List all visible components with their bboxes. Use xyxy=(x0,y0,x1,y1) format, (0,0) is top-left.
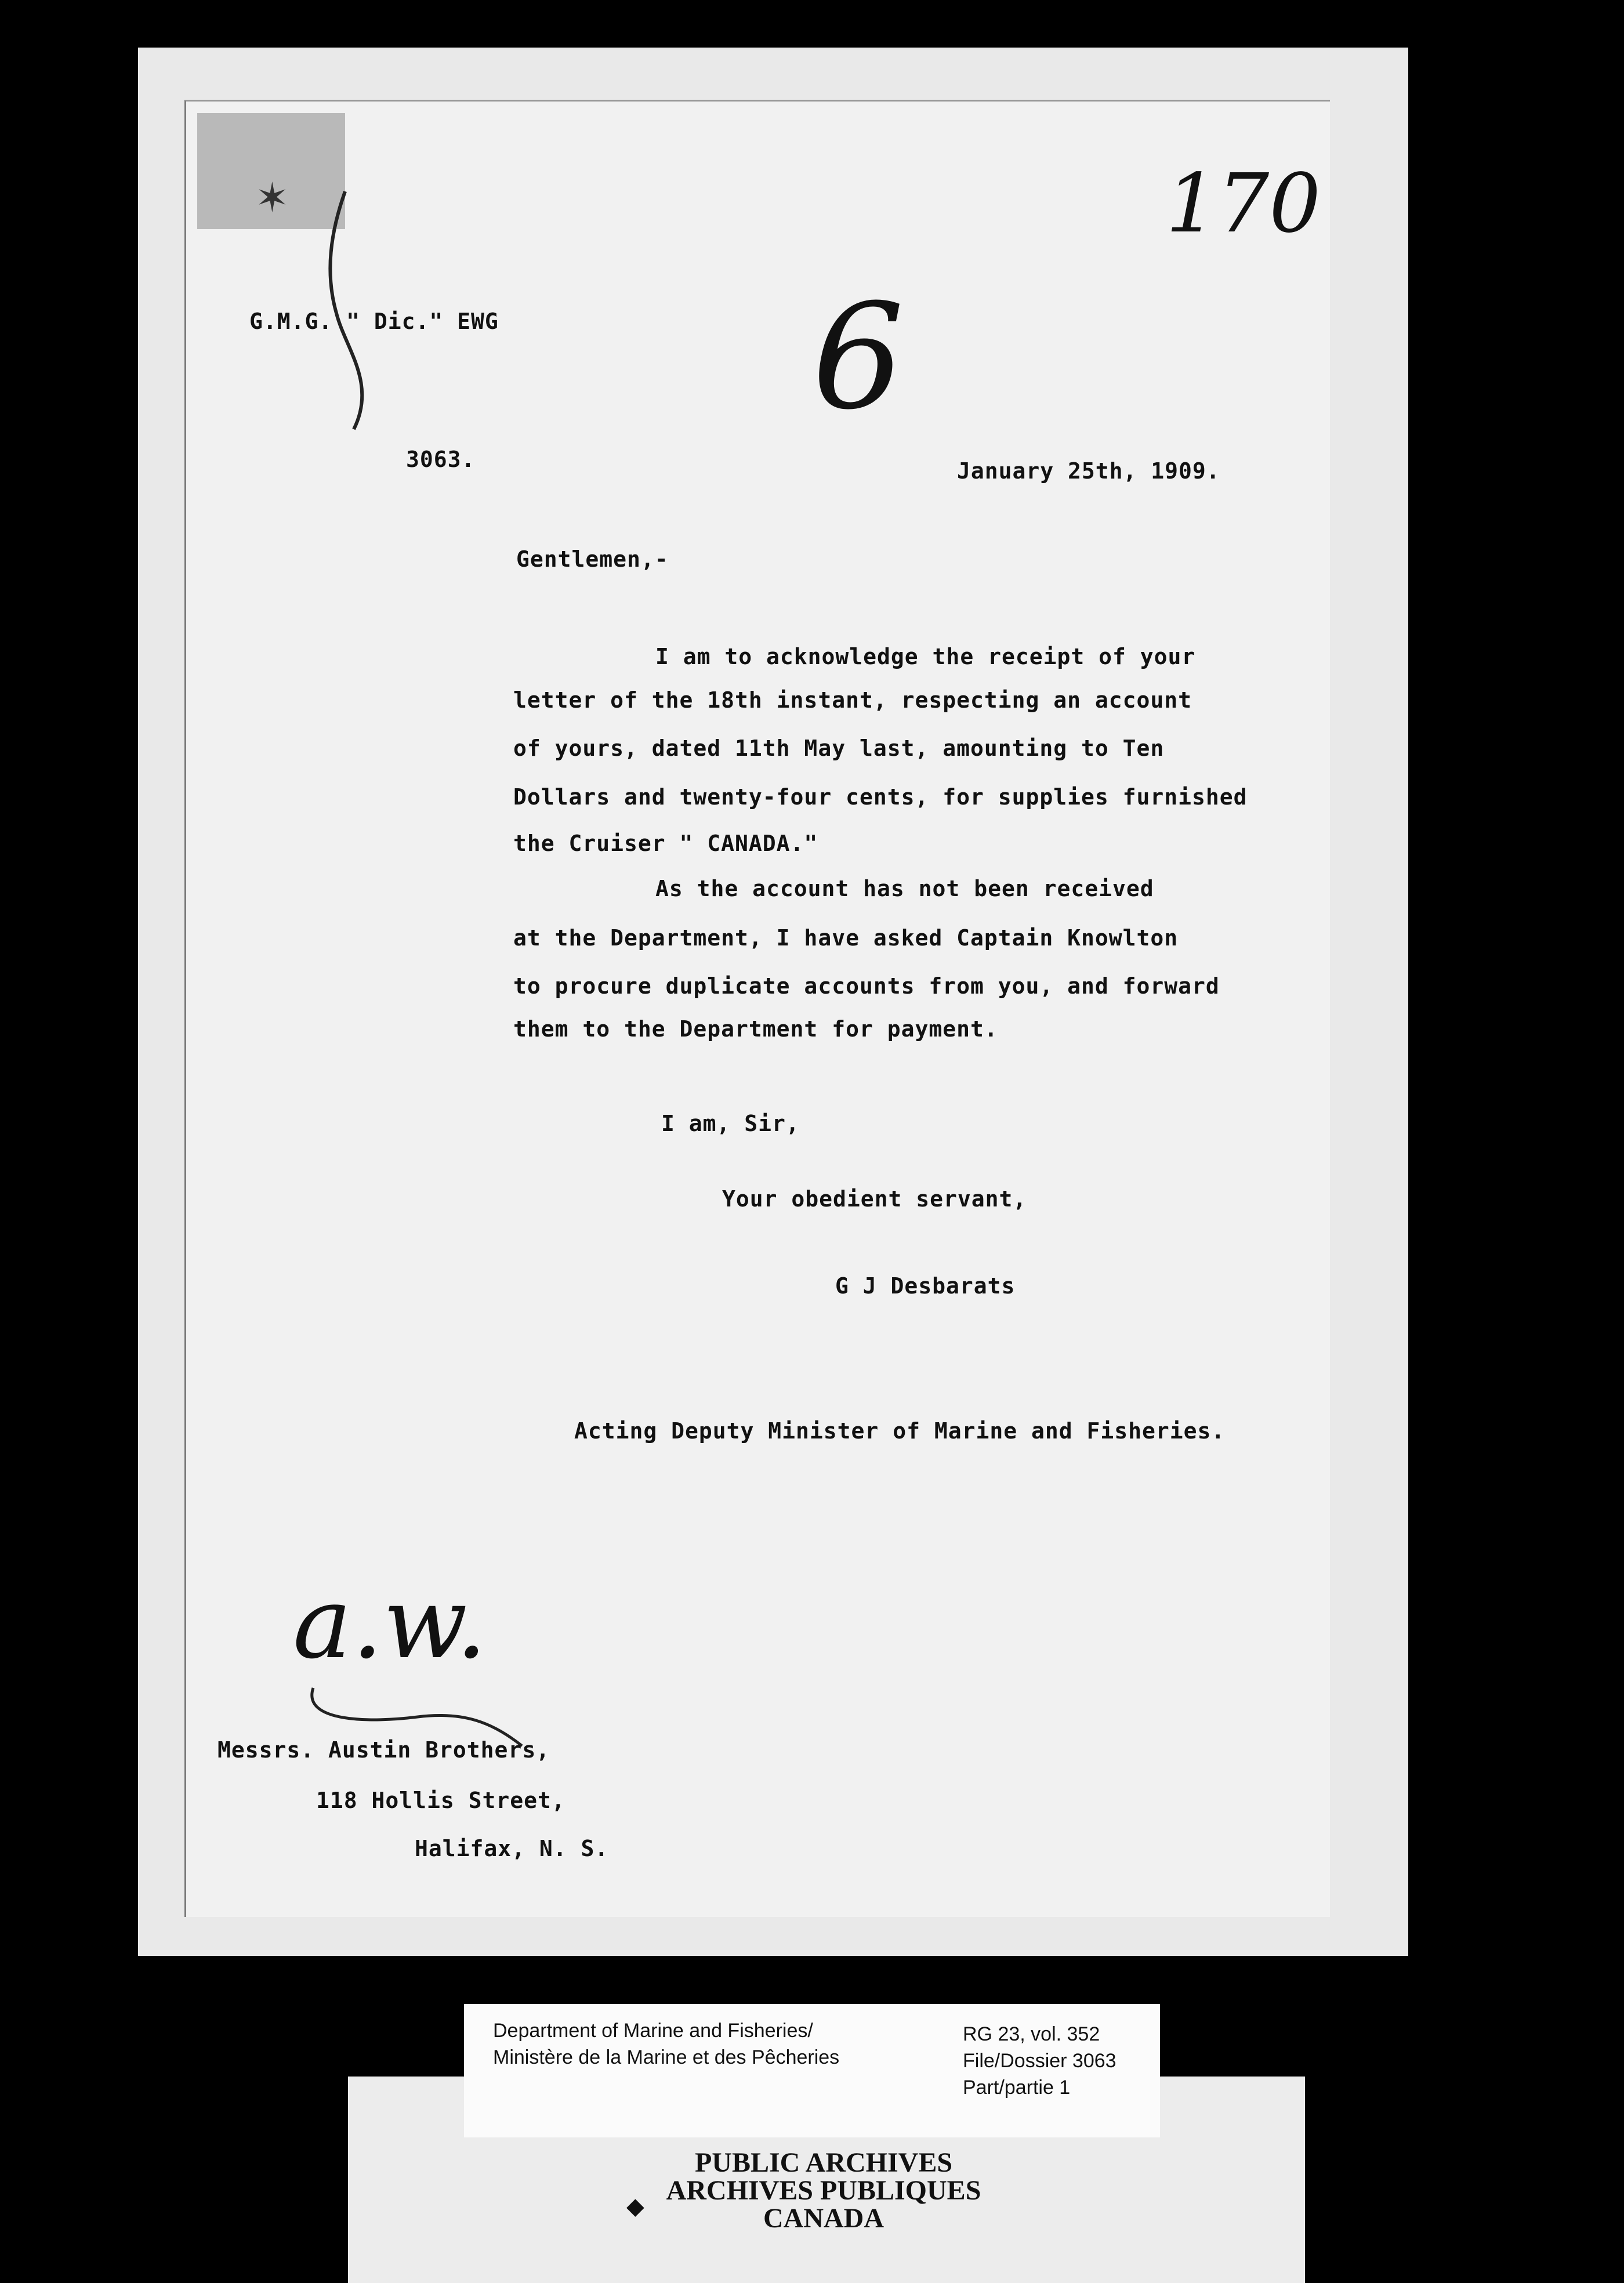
body-line: to procure duplicate accounts from you, and forward xyxy=(513,973,1220,999)
stamp-line: PUBLIC ARCHIVES xyxy=(694,2147,953,2178)
addressee-line: Halifax, N. S. xyxy=(415,1836,609,1861)
reference-line: G.M.G. " Dic." EWG xyxy=(249,309,499,334)
signatory: G J Desbarats xyxy=(835,1273,1016,1299)
archive-stamp xyxy=(580,2149,1067,2233)
tab-mark-icon: ✶ xyxy=(255,176,289,221)
salutation: Gentlemen,- xyxy=(516,546,669,572)
body-line: at the Department, I have asked Captain Knowlton xyxy=(513,925,1179,951)
label-reference: Part/partie 1 xyxy=(963,2077,1071,2099)
body-line: letter of the 18th instant, respecting an account xyxy=(513,687,1192,713)
page-number: 170 xyxy=(1166,157,1321,251)
initials: a.w. xyxy=(293,1566,487,1681)
body-line: them to the Department for payment. xyxy=(513,1016,998,1042)
body-line: I am to acknowledge the receipt of your xyxy=(655,644,1196,669)
label-department: Ministère de la Marine et des Pêcheries xyxy=(493,2046,840,2068)
addressee-line: 118 Hollis Street, xyxy=(316,1788,566,1813)
body-line: As the account has not been received xyxy=(655,876,1154,901)
body-line: of yours, dated 11th May last, amounting to Ten xyxy=(513,735,1165,761)
body-line: the Cruiser " CANADA." xyxy=(513,831,818,856)
stamp-line: CANADA xyxy=(763,2203,884,2234)
label-reference: RG 23, vol. 352 xyxy=(963,2023,1100,2045)
signatory-title: Acting Deputy Minister of Marine and Fisheries. xyxy=(574,1418,1226,1444)
body-line: Dollars and twenty-four cents, for supplies furnished xyxy=(513,784,1248,810)
addressee-line: Messrs. Austin Brothers, xyxy=(217,1737,550,1763)
arrow-icon: ◆ xyxy=(626,2193,644,2219)
marginal-mark: 6 xyxy=(812,273,905,441)
closing-line: Your obedient servant, xyxy=(722,1186,1027,1212)
stamp-line: ARCHIVES PUBLIQUES xyxy=(666,2175,981,2206)
file-number: 3063. xyxy=(406,447,476,472)
label-department: Department of Marine and Fisheries/ xyxy=(493,2020,813,2042)
letter-date: January 25th, 1909. xyxy=(957,458,1220,484)
label-reference: File/Dossier 3063 xyxy=(963,2050,1116,2072)
closing-line: I am, Sir, xyxy=(661,1111,800,1136)
